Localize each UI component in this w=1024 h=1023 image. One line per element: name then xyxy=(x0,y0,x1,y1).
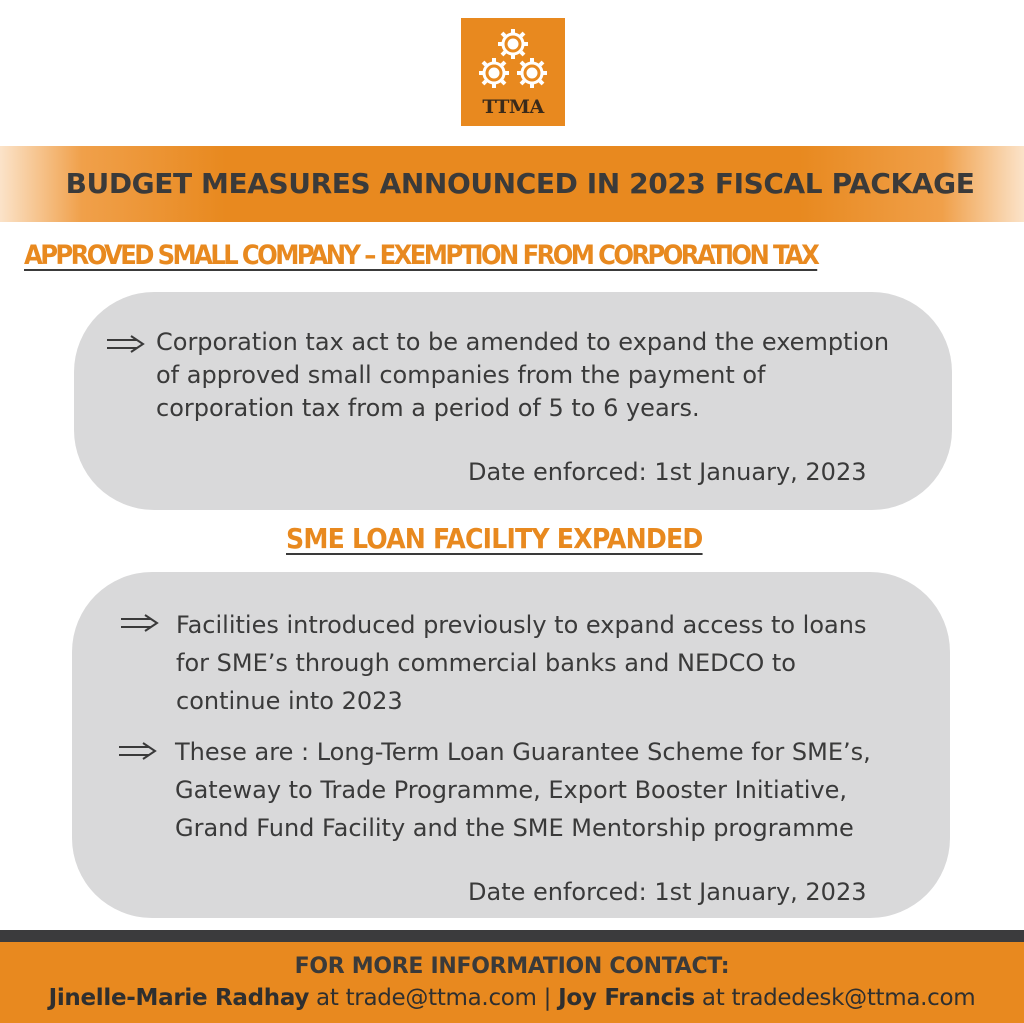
section-title-small-company: APPROVED SMALL COMPANY – EXEMPTION FROM CORPORATION TAX xyxy=(24,240,818,271)
bullet-line: of approved small companies from the payment of xyxy=(156,361,766,389)
date-enforced: Date enforced: 1st January, 2023 xyxy=(468,878,867,906)
date-enforced: Date enforced: 1st January, 2023 xyxy=(468,458,867,486)
bullet-text xyxy=(175,733,871,847)
gears-icon xyxy=(461,18,565,98)
title-banner xyxy=(0,146,1024,222)
double-arrow-icon xyxy=(119,613,159,633)
bullet-line: Corporation tax act to be amended to expand the exemption xyxy=(156,328,890,356)
footer-contacts xyxy=(0,985,1024,1011)
bullet-line: Gateway to Trade Programme, Export Booster Initiative, xyxy=(175,776,847,804)
contact-at: at xyxy=(309,985,346,1011)
contact-separator: | xyxy=(536,985,559,1011)
contact-name: Joy Francis xyxy=(558,985,695,1011)
bullet-text xyxy=(156,326,889,425)
page-title: BUDGET MEASURES ANNOUNCED IN 2023 FISCAL PACKAGE xyxy=(65,167,975,200)
ttma-logo xyxy=(461,18,565,126)
bullet-line: Facilities introduced previously to expand access to loans xyxy=(176,611,867,639)
section-title-sme-loan: SME LOAN FACILITY EXPANDED xyxy=(286,522,703,555)
bullet-line: for SME’s through commercial banks and NEDCO to xyxy=(176,649,796,677)
bullet-line: Grand Fund Facility and the SME Mentorship programme xyxy=(175,814,854,842)
footer-heading: FOR MORE INFORMATION CONTACT: xyxy=(294,954,730,979)
footer-divider xyxy=(0,930,1024,942)
double-arrow-icon xyxy=(117,741,157,761)
contact-email-link[interactable]: tradedesk@ttma.com xyxy=(731,985,976,1011)
contact-email-link[interactable]: trade@ttma.com xyxy=(345,985,537,1011)
bullet-line: corporation tax from a period of 5 to 6 years. xyxy=(156,394,700,422)
bullet-text xyxy=(176,606,866,720)
bullet-line: continue into 2023 xyxy=(176,687,403,715)
footer xyxy=(0,942,1024,1023)
double-arrow-icon xyxy=(105,334,145,354)
logo-text: TTMA xyxy=(482,96,544,118)
contact-at: at xyxy=(694,985,732,1011)
bullet-line: These are : Long-Term Loan Guarantee Scheme for SME’s, xyxy=(175,738,871,766)
contact-name: Jinelle-Marie Radhay xyxy=(48,985,310,1011)
